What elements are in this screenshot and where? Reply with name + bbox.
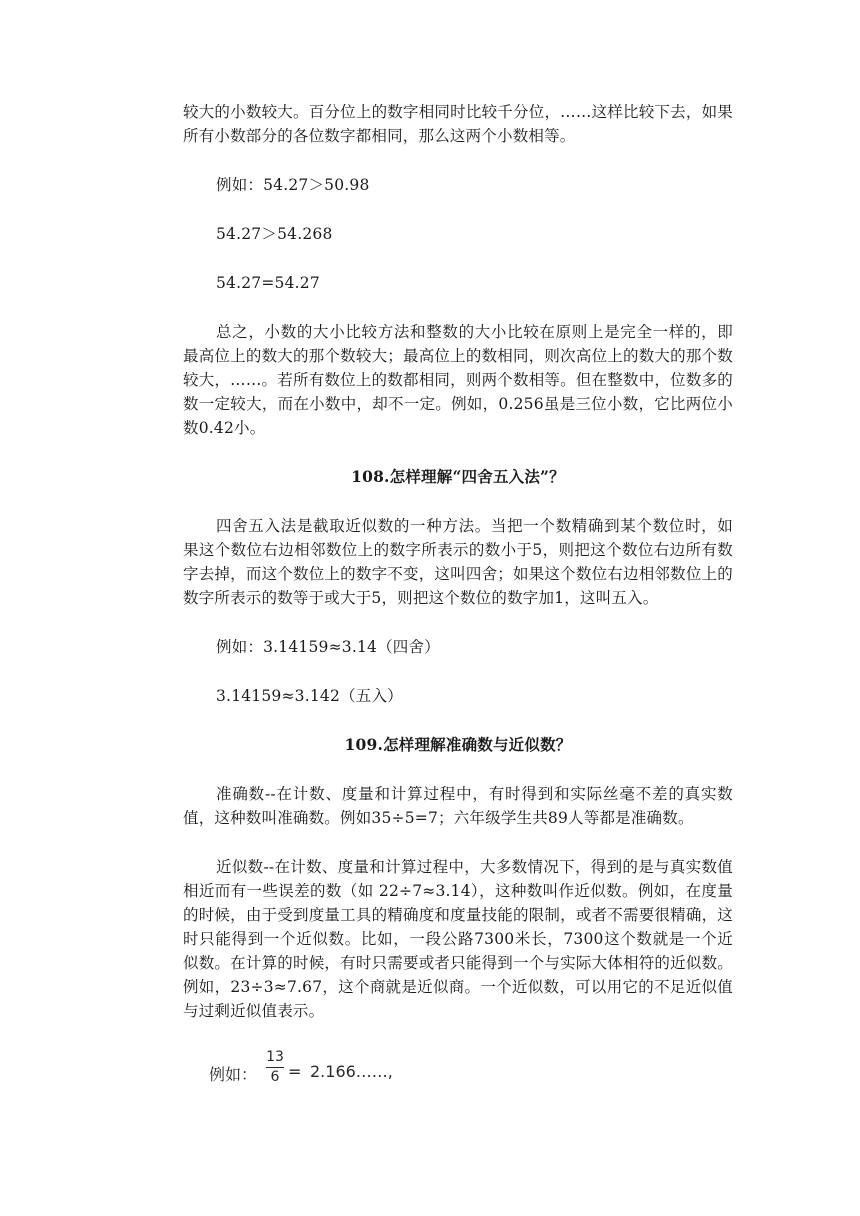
example-line-2: 54.27＞54.268 — [216, 225, 333, 243]
example-line-3: 54.27=54.27 — [216, 274, 320, 292]
paragraph-decimal-comparison: 较大的小数较大。百分位上的数字相同时比较千分位，……这样比较下去，如果所有小数部分的各位数字都相同，那么这两个小数相等。 — [183, 103, 733, 145]
fraction-example-image — [183, 1049, 733, 1099]
equals-sign: = — [288, 1062, 302, 1081]
document-body — [183, 100, 733, 1099]
paragraph-summary: 总之，小数的大小比较方法和整数的大小比较在原则上是完全一样的，即最高位上的数大的那个数较大；最高位上的数相同，则次高位上的数大的那个数较大，……。若所有数位上的数都相同，则两个数相等。但在整数中，位数多的数一定较大，而在小数中，却不一定。例如，0.256虽是三位小数，它比两位小数0.42小。 — [183, 323, 733, 437]
example-rounding-down: 例如：3.14159≈3.14（四舍） — [216, 638, 440, 656]
paragraph-rounding: 四舍五入法是截取近似数的一种方法。当把一个数精确到某个数位时，如果这个数位右边相邻数位上的数字所表示的数小于5，则把这个数位右边所有数字去掉，而这个数位上的数字不变，这叫四舍；如果这个数位右边相邻数位上的数字所表示的数等于或大于5，则把这个数位的数字加1，这叫五入。 — [183, 517, 733, 607]
example-line-1: 例如：54.27＞50.98 — [216, 176, 370, 194]
fraction-denominator: 6 — [270, 1069, 280, 1085]
paragraph-approximate-number: 近似数--在计数、度量和计算过程中，大多数情况下，得到的是与真实数值相近而有一些误差的数（如 22÷7≈3.14），这种数叫作近似数。例如，在度量的时候，由于受到度量工具的精确度和度量技能的限制，或者不需要很精确，这时只能得到一个近似数。比如，一段公路7300米长，7300这个数就是一个近似数。在计算的时候，有时只需要或者只能得到一个与实际大体相符的近似数。例如，23÷3≈7.67，这个商就是近似商。一个近似数，可以用它的不足近似值与过剩近似值表示。 — [183, 858, 733, 1020]
fraction-numerator: 13 — [266, 1049, 284, 1065]
fraction-bar — [266, 1067, 284, 1068]
decimal-value: 2.166……, — [310, 1062, 393, 1081]
section-heading-109: 109.怎样理解准确数与近似数？ — [344, 735, 572, 754]
example-rounding-up: 3.14159≈3.142（五入） — [216, 687, 403, 705]
example-label: 例如： — [209, 1065, 258, 1084]
paragraph-exact-number: 准确数--在计数、度量和计算过程中，有时得到和实际丝毫不差的真实数值，这种数叫准确数。例如35÷5=7；六年级学生共89人等都是准确数。 — [183, 785, 733, 827]
section-heading-108: 108.怎样理解“四舍五入法”？ — [351, 467, 565, 486]
fraction — [266, 1049, 284, 1086]
